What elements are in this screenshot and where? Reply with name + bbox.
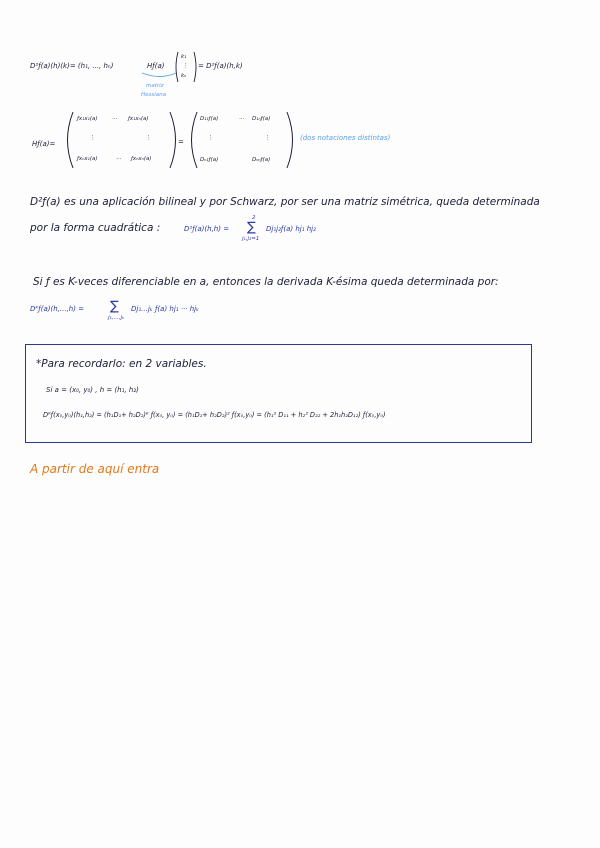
- m1-an1: ƒxₙx₁(a): [77, 156, 98, 162]
- m1-a1n: ƒx₁xₙ(a): [128, 116, 149, 122]
- m2-vdots-right: ⋮: [265, 135, 271, 141]
- hessian-label: Hƒ(a): [147, 62, 165, 70]
- reminder-title: *Para recordarlo: en 2 variables.: [36, 358, 207, 370]
- para2-line1: Si ƒ es K-veces diferenciable en a, entonces la derivada K-ésima queda determinada por:: [33, 276, 499, 288]
- vec-kn: kₙ: [181, 73, 187, 79]
- para1-sum-bot: j₁,j₂=1: [242, 236, 260, 242]
- note-matriz: matriz: [146, 83, 164, 89]
- m2-dots-top: ···: [239, 116, 245, 122]
- eq1-rhs: = D²ƒ(a)(h,k): [198, 62, 243, 70]
- para1-line2: por la forma cuadrática :: [30, 222, 161, 234]
- eq1-lhs: D²ƒ(a)(h)(k)= (h₁, ..., hₙ): [30, 62, 114, 70]
- m1-dots-top: ···: [112, 116, 118, 122]
- notation-note: (dos notaciones distintas): [300, 134, 391, 142]
- para1-sum-top: 2: [252, 215, 256, 221]
- m2-dnn: Dₙₙƒ(a): [252, 157, 271, 163]
- para1-sum-symbol: ∑: [247, 220, 256, 235]
- para2-sum-symbol: ∑: [110, 299, 119, 314]
- footer-note: A partir de aquí entra: [30, 462, 160, 476]
- para2-formula-lhs: Dᴷƒ(a)(h,...,h) =: [30, 305, 85, 313]
- m2-dn1: Dₙ₁ƒ(a): [200, 157, 219, 163]
- m1-a11: ƒx₁x₁(a): [77, 116, 98, 122]
- note-hessiana: Hessiana: [141, 92, 167, 98]
- m1-dots-bot: ···: [116, 156, 122, 162]
- m2-d11: D₁₁ƒ(a): [200, 116, 219, 122]
- para1-formula-rhs: Dj₁j₂ƒ(a) hj₁ hj₂: [266, 225, 316, 233]
- m1-ann: ƒxₙxₙ(a): [131, 156, 152, 162]
- para2-formula-rhs: Dj₁...jₖ ƒ(a) hj₁ ··· hjₖ: [131, 305, 200, 313]
- m1-vdots-left: ⋮: [90, 135, 96, 141]
- vec-k1: k₁: [181, 54, 187, 60]
- m1-vdots-right: ⋮: [146, 135, 152, 141]
- reminder-line3: Dᴷƒ(x₀,y₀)(h₁,h₂) = (h₁D₁+ h₂D₂)ᴷ ƒ(x₀, y₀) = (h₁D₁+ h₂D₂)² ƒ(x₀,y₀) = (h₁² D₁₁ + h₂² D₂₂ + 2h₁h₂D₁₂) ƒ(x₀,y₀): [43, 411, 386, 419]
- reminder-line2: Si a = (x₀, y₀) , h = (h₁, h₂): [46, 386, 139, 394]
- eq2-lhs: Hƒ(a)=: [32, 140, 56, 148]
- m2-d1n: D₁ₙƒ(a): [252, 116, 271, 122]
- para2-sum-bot: j₁,...,jₖ: [108, 315, 125, 321]
- para1-formula-lhs: D²ƒ(a)(h,h) =: [184, 225, 230, 233]
- vec-dots: ⋮: [183, 63, 189, 69]
- para1-line1: D²ƒ(a) es una aplicación bilineal y por Schwarz, por ser una matriz simétrica, queda determinada: [30, 196, 540, 208]
- eq2-equals: =: [178, 138, 184, 146]
- m2-vdots-left: ⋮: [208, 135, 214, 141]
